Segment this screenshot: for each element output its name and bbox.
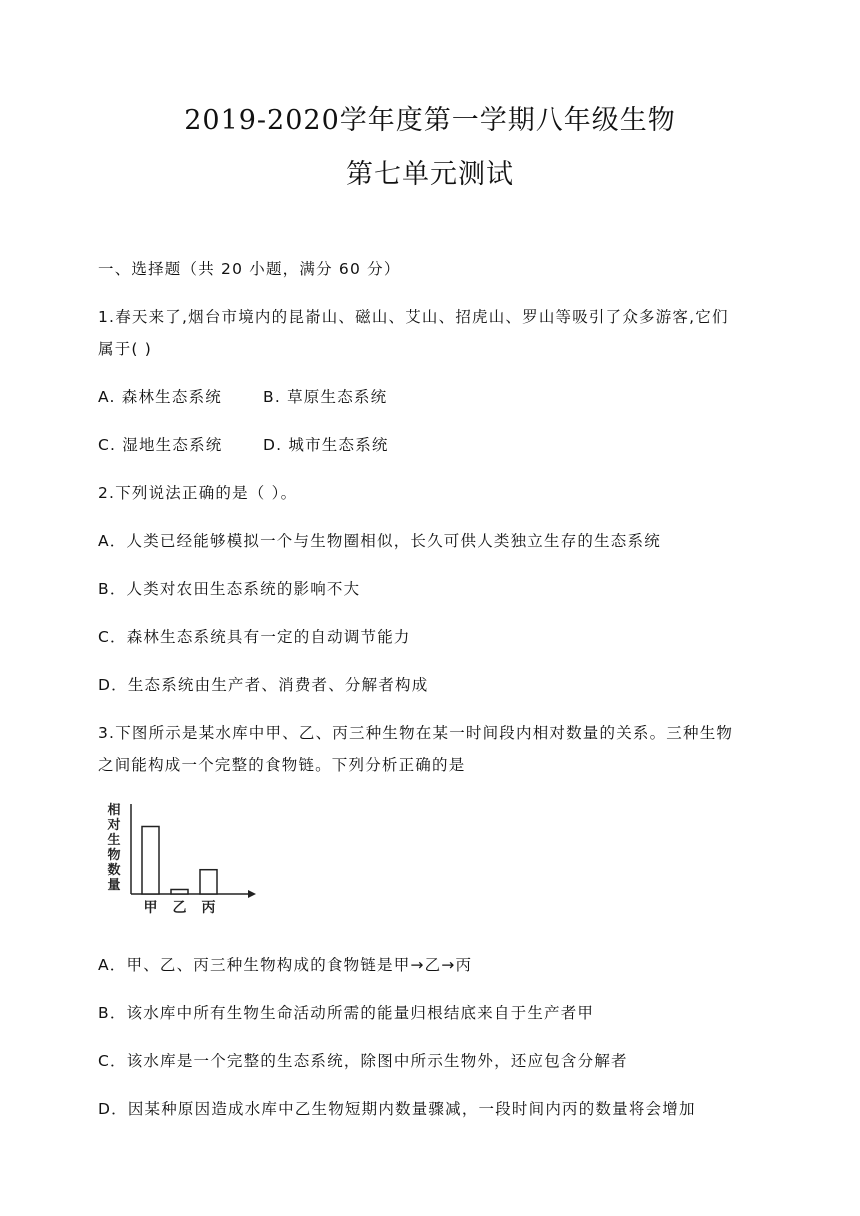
y-axis-label-char: 数 xyxy=(107,863,121,878)
x-tick-label-2: 乙 xyxy=(172,900,187,916)
question-3-stem-line-1: 3.下图所示是某水库中甲、乙、丙三种生物在某一时间段内相对数量的关系。三种生物 xyxy=(98,724,734,742)
question-1-stem-line-1: 1.春天来了,烟台市境内的昆嵛山、磁山、艾山、招虎山、罗山等吸引了众多游客,它们 xyxy=(98,308,729,326)
question-3-option-b: B．该水库中所有生物生命活动所需的能量归根结底来自于生产者甲 xyxy=(98,1004,595,1022)
x-tick-label-3: 丙 xyxy=(201,900,216,916)
question-1-option-c: C. 湿地生态系统 xyxy=(98,436,223,454)
question-2-stem: 2.下列说法正确的是（ ）。 xyxy=(98,484,298,502)
question-1-option-a: A. 森林生态系统 xyxy=(98,388,222,406)
x-tick-labels xyxy=(144,900,216,916)
question-3-option-a: A．甲、乙、丙三种生物构成的食物链是甲→乙→丙 xyxy=(98,956,473,974)
y-axis-label-char: 量 xyxy=(107,878,121,893)
document-subtitle: 第七单元测试 xyxy=(346,159,514,190)
y-axis-label-char: 对 xyxy=(107,818,121,833)
question-3-option-c: C．该水库是一个完整的生态系统，除图中所示生物外，还应包含分解者 xyxy=(98,1052,628,1070)
document-title: 2019-2020学年度第一学期八年级生物 xyxy=(184,105,676,136)
x-axis-arrow xyxy=(248,890,256,898)
relative-quantity-bar-chart xyxy=(100,800,260,920)
question-2-option-d: D．生态系统由生产者、消费者、分解者构成 xyxy=(98,676,429,694)
question-3-stem-line-2: 之间能构成一个完整的食物链。下列分析正确的是 xyxy=(98,756,466,774)
question-2-option-c: C．森林生态系统具有一定的自动调节能力 xyxy=(98,628,411,646)
bar-2 xyxy=(171,890,188,895)
bar-3 xyxy=(200,870,217,894)
question-1-option-b: B. 草原生态系统 xyxy=(263,388,388,406)
bars xyxy=(142,827,217,895)
question-2-option-a: A．人类已经能够模拟一个与生物圈相似，长久可供人类独立生存的生态系统 xyxy=(98,532,661,550)
question-1-options-row-2 xyxy=(98,433,389,455)
question-1-option-d: D. 城市生态系统 xyxy=(263,436,389,454)
y-axis-label-char: 相 xyxy=(107,803,121,818)
section-heading: 一、选择题（共 20 小题，满分 60 分） xyxy=(98,260,401,278)
question-3-option-d: D．因某种原因造成水库中乙生物短期内数量骤减，一段时间内丙的数量将会增加 xyxy=(98,1100,696,1118)
x-tick-label-1: 甲 xyxy=(143,900,158,916)
y-axis-label-char: 物 xyxy=(107,848,121,863)
question-1-stem-line-2: 属于( ) xyxy=(98,340,153,358)
y-axis-label xyxy=(106,802,120,893)
y-axis-label-char: 生 xyxy=(107,833,121,848)
question-1-options-row-1 xyxy=(98,385,387,407)
bar-1 xyxy=(142,827,159,895)
question-2-option-b: B．人类对农田生态系统的影响不大 xyxy=(98,580,361,598)
